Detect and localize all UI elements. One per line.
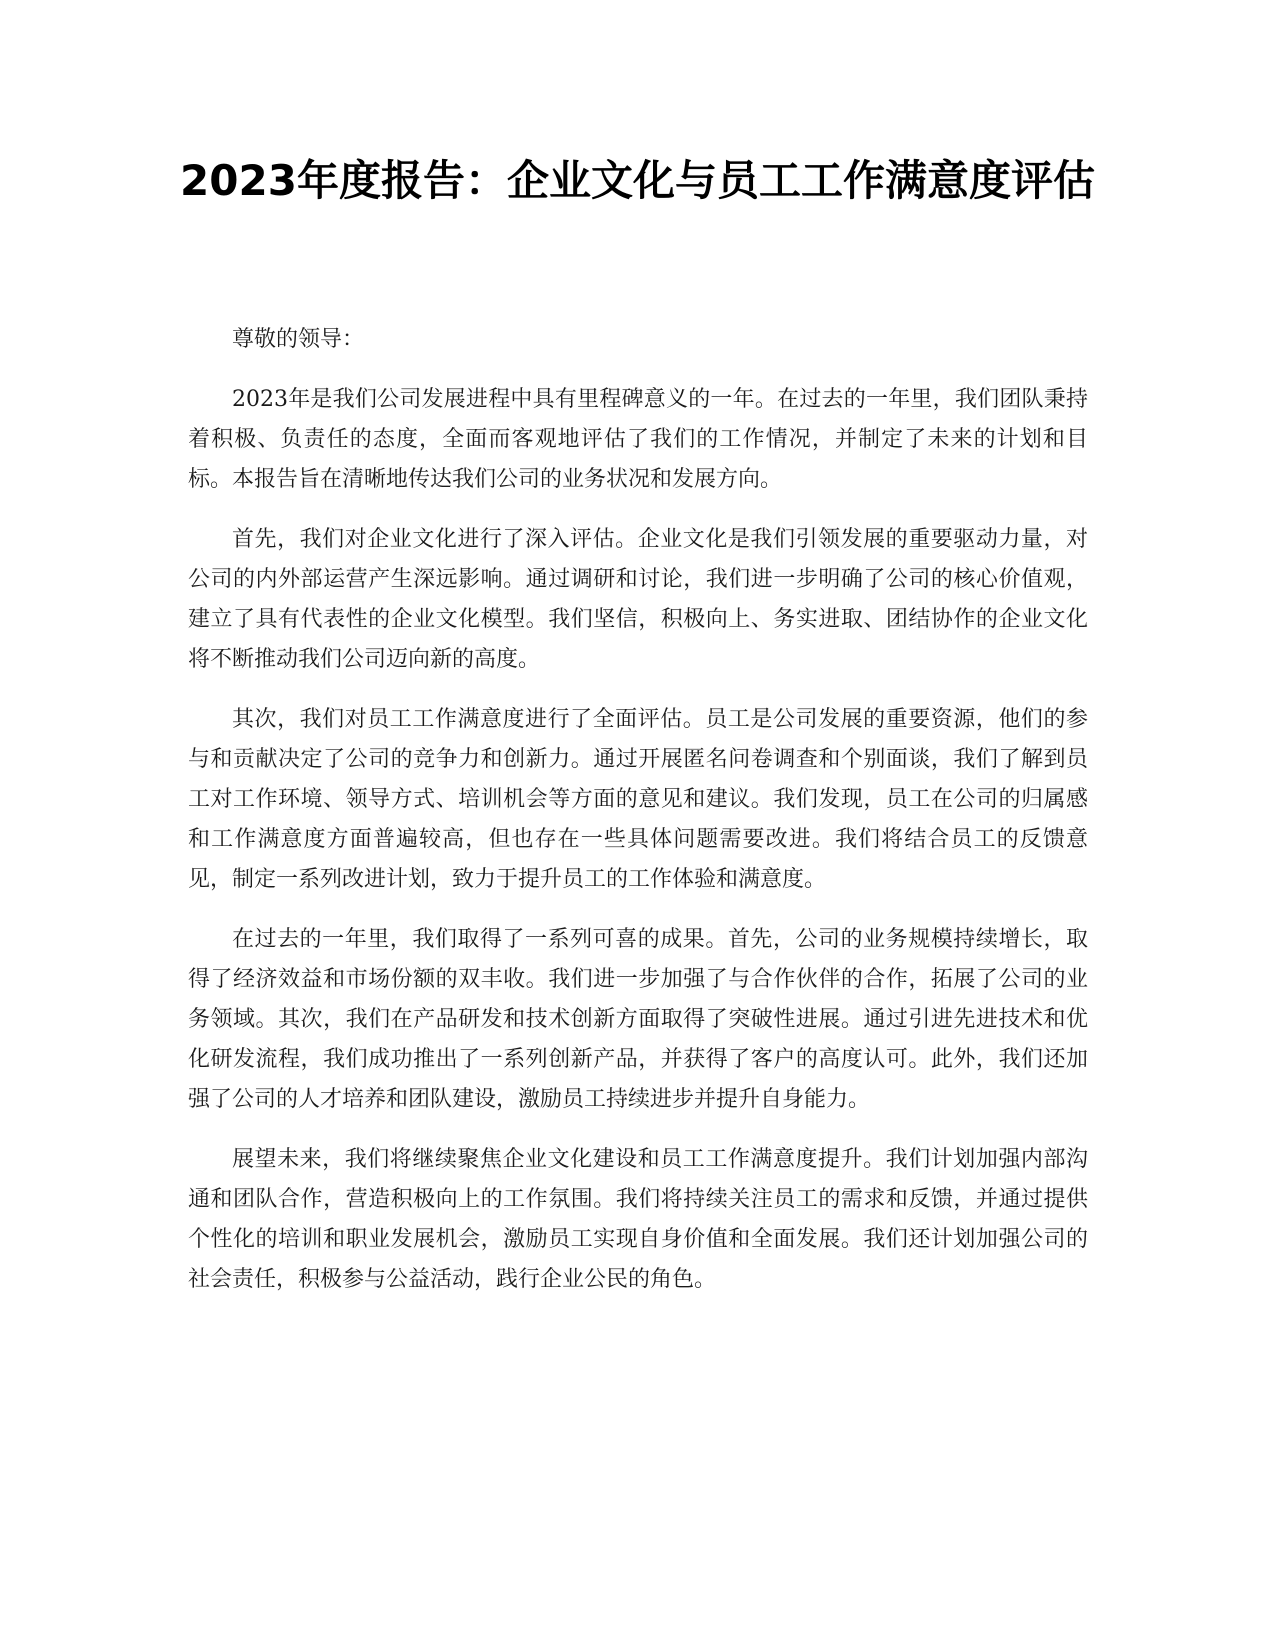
document-body (188, 320, 1088, 1320)
paragraph-intro: 2023年是我们公司发展进程中具有里程碑意义的一年。在过去的一年里，我们团队秉持着积极、负责任的态度，全面而客观地评估了我们的工作情况，并制定了未来的计划和目标。本报告旨在清晰地传达我们公司的业务状况和发展方向。 (188, 387, 1088, 492)
paragraph-outlook: 展望未来，我们将继续聚焦企业文化建设和员工工作满意度提升。我们计划加强内部沟通和团队合作，营造积极向上的工作氛围。我们将持续关注员工的需求和反馈，并通过提供个性化的培训和职业发展机会，激励员工实现自身价值和全面发展。我们还计划加强公司的社会责任，积极参与公益活动，践行企业公民的角色。 (188, 1147, 1088, 1292)
document-title: 2023年度报告：企业文化与员工工作满意度评估 (180, 156, 1095, 205)
paragraph-achievements: 在过去的一年里，我们取得了一系列可喜的成果。首先，公司的业务规模持续增长，取得了经济效益和市场份额的双丰收。我们进一步加强了与合作伙伴的合作，拓展了公司的业务领域。其次，我们在产品研发和技术创新方面取得了突破性进展。通过引进先进技术和优化研发流程，我们成功推出了一系列创新产品，并获得了客户的高度认可。此外，我们还加强了公司的人才培养和团队建设，激励员工持续进步并提升自身能力。 (188, 927, 1088, 1112)
salutation: 尊敬的领导： (232, 327, 365, 352)
paragraph-corporate-culture: 首先，我们对企业文化进行了深入评估。企业文化是我们引领发展的重要驱动力量，对公司的内外部运营产生深远影响。通过调研和讨论，我们进一步明确了公司的核心价值观，建立了具有代表性的企业文化模型。我们坚信，积极向上、务实进取、团结协作的企业文化将不断推动我们公司迈向新的高度。 (188, 527, 1088, 672)
paragraph-employee-satisfaction: 其次，我们对员工工作满意度进行了全面评估。员工是公司发展的重要资源，他们的参与和贡献决定了公司的竞争力和创新力。通过开展匿名问卷调查和个别面谈，我们了解到员工对工作环境、领导方式、培训机会等方面的意见和建议。我们发现，员工在公司的归属感和工作满意度方面普遍较高，但也存在一些具体问题需要改进。我们将结合员工的反馈意见，制定一系列改进计划，致力于提升员工的工作体验和满意度。 (188, 707, 1088, 892)
